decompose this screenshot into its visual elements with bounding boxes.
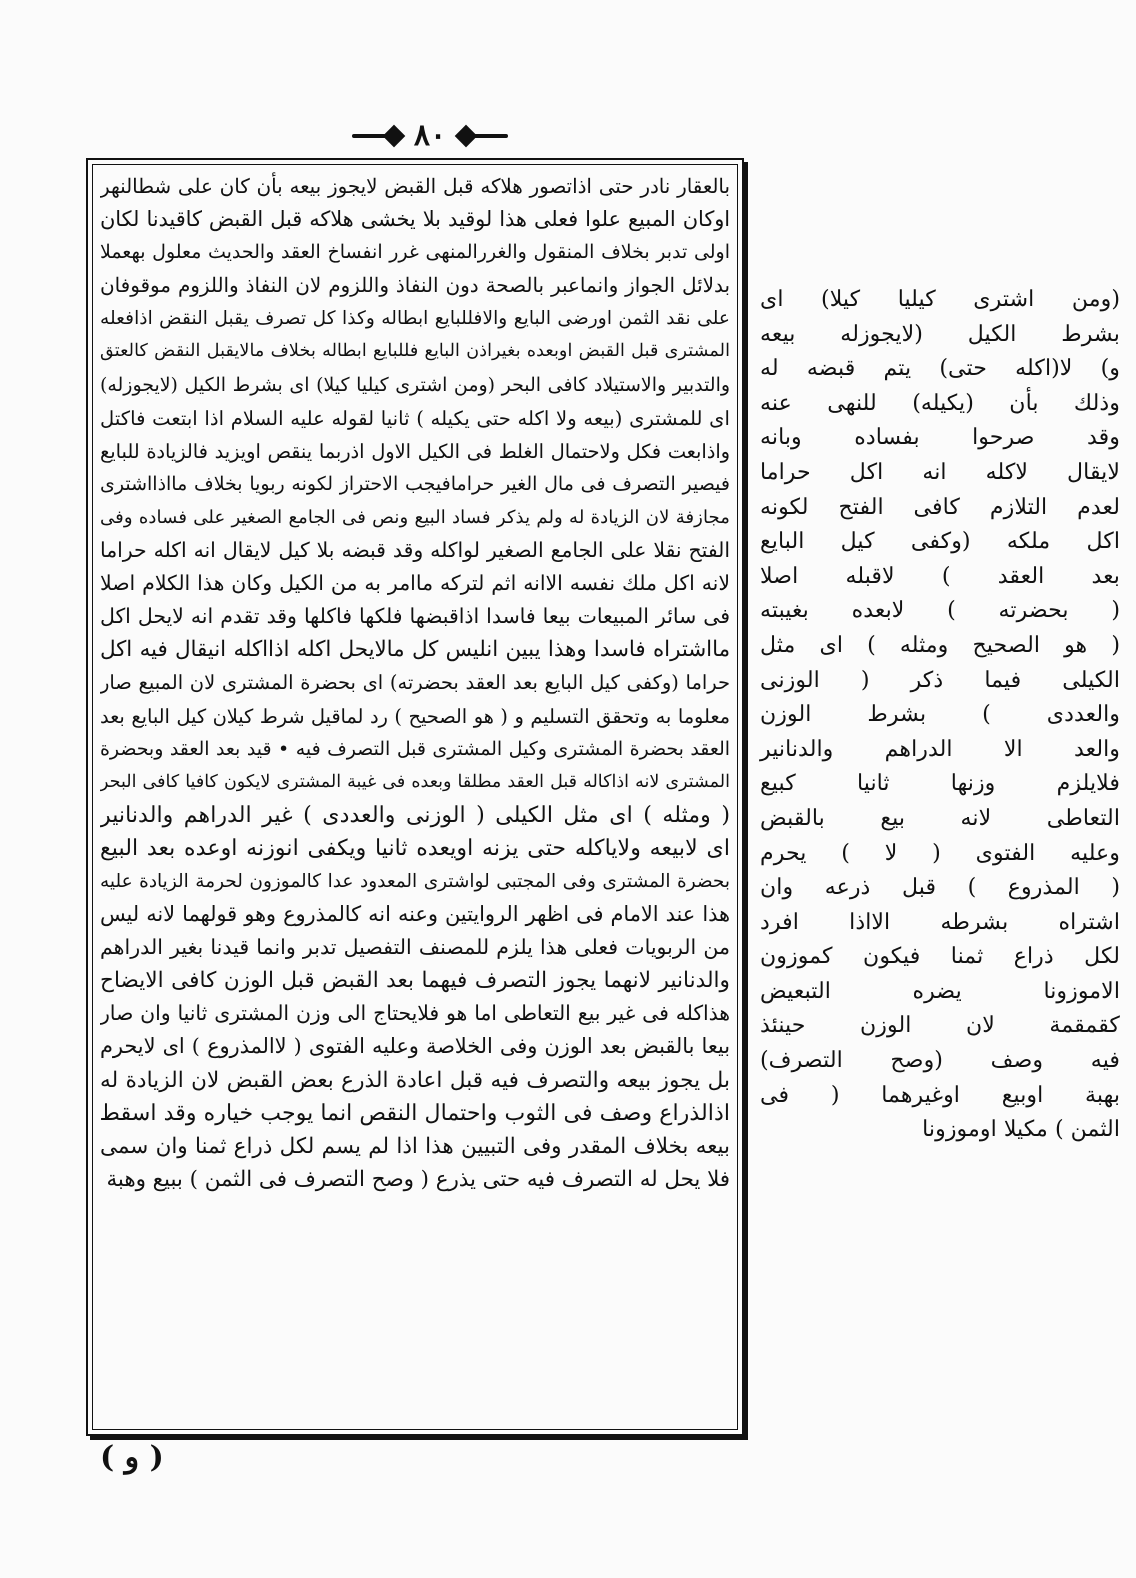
main-text-line: حراما (وكفى كيل البايع بعد العقد بحضرته) اى بحضرة المشترى لان المبيع صار (100, 671, 730, 695)
margin-text-line: بشرط الكيل (لايجوزله بيعه (760, 320, 1120, 347)
marginal-gloss-text (760, 282, 1120, 1147)
main-text-line: فلا يحل له التصرف فيه حتى يذرع ( وصح التصرف فى الثمن ) ببيع وهبة (106, 1166, 730, 1192)
main-text-line: هذاكله فى غير بيع التعاطى اما هو فلايحتاج الى وزن المشترى ثانيا وان صار (100, 1001, 730, 1026)
main-text-line: المشترى لانه اذاكاله قبل العقد مطلقا وبعده فى غيبة المشترى لايكون كافيا كافى البحر (100, 771, 730, 792)
margin-text-line: اشتراه بشرطه الااذا افرد (760, 908, 1120, 935)
main-text-line: والتدبير والاستيلاد كافى البحر (ومن اشترى كيليا كيلا) اى بشرط الكيل (لايجوزله) (100, 373, 730, 396)
main-text-line: مجازفة لان الزيادة له ولم يذكر فساد البيع ونص فى الجامع الصغير على فساده وفى (100, 506, 730, 528)
main-text-line: اى لابيعه ولاياكله حتى يزنه اويعده ثانيا ويكفى انوزنه اوعده بعد البيع (100, 834, 730, 861)
ornament-right-icon (456, 125, 514, 147)
margin-text-line: بهبة اوبيع اوغيرهما ( فى (760, 1081, 1120, 1108)
main-text-line: الفتح نقلا على الجامع الصغير لواكله وقد قبضه بلا كيل لايقال انه اكله حراما (100, 538, 730, 563)
main-commentary-text (100, 170, 730, 1422)
main-text-line: لانه اكل ملك نفسه الاانه اثم لتركه ماامر به من الكيل وكان هذا الكلام اصلا (100, 571, 730, 596)
main-text-line: بل يجوز بيعه والتصرف فيه قبل اعادة الذرع بعض القبض لان الزيادة له (100, 1067, 730, 1093)
main-text-line: المشترى قبل القبض اوبعده بغيراذن البايع فللبايع ابطاله بخلاف مالايقبل النقض كالعتق (100, 341, 730, 362)
margin-text-line: اكل ملكه (وكفى كيل البايع (760, 528, 1120, 555)
margin-text-line: (ومن اشترى كيليا كيلا) اى (760, 286, 1120, 312)
main-text-line: اوكان المبيع علوا فعلى هذا لوقيد بلا يخشى هلاكه قبل القبض كاقيدنا لكان (100, 207, 730, 232)
main-text-line: والدنانير لانهما يجوز التصرف فيهما بعد القبض قبل الوزن كافى الايضاح (100, 968, 730, 994)
main-text-line: واذابعت فكل ولاحتمال الغلط فى الكيل الاول اذربما ينقص اويزيد فالزيادة للبايع (100, 439, 730, 463)
page-number-header (0, 118, 860, 153)
margin-text-line: وذلك بأن (يكيله) للنهى عنه (760, 389, 1120, 416)
margin-text-line: الكيلى فيما ذكر ( الوزنى (760, 666, 1120, 693)
main-text-line: العقد بحضرة المشترى وكيل المشترى قبل التصرف فيه • قيد بعد العقد وبحضرة (100, 737, 730, 760)
margin-text-line: لكل ذراع ثمنا فيكون كموزون (760, 943, 1120, 970)
main-text-frame (86, 158, 744, 1436)
main-text-line: بالعقار نادر حتى اذاتصور هلاكه قبل القبض لايجوز بيعه بأن كان على شطالنهر (100, 175, 730, 198)
margin-text-line: بعد العقد ) لاقبله اصلا (760, 562, 1120, 589)
margin-text-line: الثمن ) مكيلا اوموزونا (922, 1116, 1120, 1143)
main-text-line: بيعا بالقبض بعد الوزن وفى الخلاصة وعليه الفتوى ( لاالمذروع ) اى لايحرم (100, 1034, 730, 1059)
main-text-line: اى للمشترى (بيعه ولا اكله حتى يكيله ) ثانيا لقوله عليه السلام اذا ابتعت فاكتل (100, 406, 730, 430)
signature-mark: ( و ) (100, 1440, 164, 1475)
main-text-line: من الربويات فعلى هذا يلزم للمصنف التفصيل تدبر وانما قيدنا بغير الدراهم (100, 935, 730, 960)
main-text-line: بدلائل الجواز وانماعبر بالصحة دون النفاذ واللزوم لان النفاذ واللزوم موقوفان (100, 274, 730, 298)
margin-text-line: ( بحضرته ) لابعده بغيبته (760, 597, 1120, 624)
main-text-line: اولى تدبر بخلاف المنقول والغررالمنهى غرر انفساخ العقد والحديث معلول بهعملا (100, 241, 730, 264)
margin-text-line: وعليه الفتوى ( لا ) يحرم (760, 839, 1120, 866)
main-text-line: على نقد الثمن اورضى البايع والافللبايع ابطاله وكذا كل تصرف يقبل النقض اذافعله (100, 308, 730, 330)
margin-text-line: وقد صرحوا بفساده وبانه (760, 424, 1120, 451)
page-number: ٨٠ (413, 118, 447, 153)
main-text-line: فى سائر المبيعات بيعا فاسدا اذاقبضها فلكها فاكلها وقد تقدم انه لايحل اكل (100, 604, 730, 629)
margin-text-line: الاموزونا يضره التبعيض (760, 977, 1120, 1004)
margin-text-line: لعدم التلازم كافى الفتح لكونه (760, 493, 1120, 520)
main-text-line: معلوما به وتحقق التسليم و ( هو الصحيح ) رد لماقيل شرط كيلان كيل البايع بعد (100, 704, 730, 728)
main-text-line: اذالذراع وصف فى الثوب واحتمال النقص انما يوجب خياره وقد اسقط (100, 1099, 730, 1126)
margin-text-line: ( المذروع ) قبل ذرعه وان (760, 874, 1120, 901)
main-text-line: بيعه بخلاف المقدر وفى التبيين هذا اذا لم يسم لكل ذراع ثمنا وان سمى (100, 1133, 730, 1159)
main-text-line: فيصير التصرف فى مال الغير حرامافيجب الاحتراز لكونه ربويا بخلاف مااذااشترى (100, 472, 730, 495)
main-text-line: ( ومثله ) اى مثل الكيلى ( الوزنى والعددى ) غير الدراهم والدنانير (100, 801, 730, 828)
ornament-left-icon (346, 125, 404, 147)
margin-text-line: فلايلزم وزنها ثانيا كبيع (760, 770, 1120, 797)
margin-text-line: التعاطى لانه بيع بالقبض (760, 804, 1120, 831)
main-text-line: هذا عند الامام فى اظهر الروايتين وعنه انه كالمذروع وهو قولهما لانه ليس (100, 902, 730, 927)
margin-text-line: والعددى ) بشرط الوزن (760, 701, 1120, 728)
margin-text-line: لايقال لاكله انه اكل حراما (760, 458, 1120, 485)
margin-text-line: فيه وصف (وصح التصرف) (760, 1047, 1120, 1074)
margin-text-line: و) لا(اكله حتى) يتم قبضه له (760, 355, 1120, 382)
margin-text-line: كقمقمة لان الوزن حينئذ (760, 1012, 1120, 1039)
margin-text-line: ( هو الصحيح ومثله ) اى مثل (760, 631, 1120, 658)
margin-text-line: والعد الا الدراهم والدنانير (760, 735, 1120, 762)
main-text-line: بحضرة المشترى وفى المجتبى لواشترى المعدود عدا كالموزون لحرمة الزيادة عليه (100, 870, 730, 892)
main-text-line: مااشتراه فاسدا وهذا يبين انليس كل مالايحل اكله اذااكله انيقال فيه اكل (100, 637, 730, 663)
